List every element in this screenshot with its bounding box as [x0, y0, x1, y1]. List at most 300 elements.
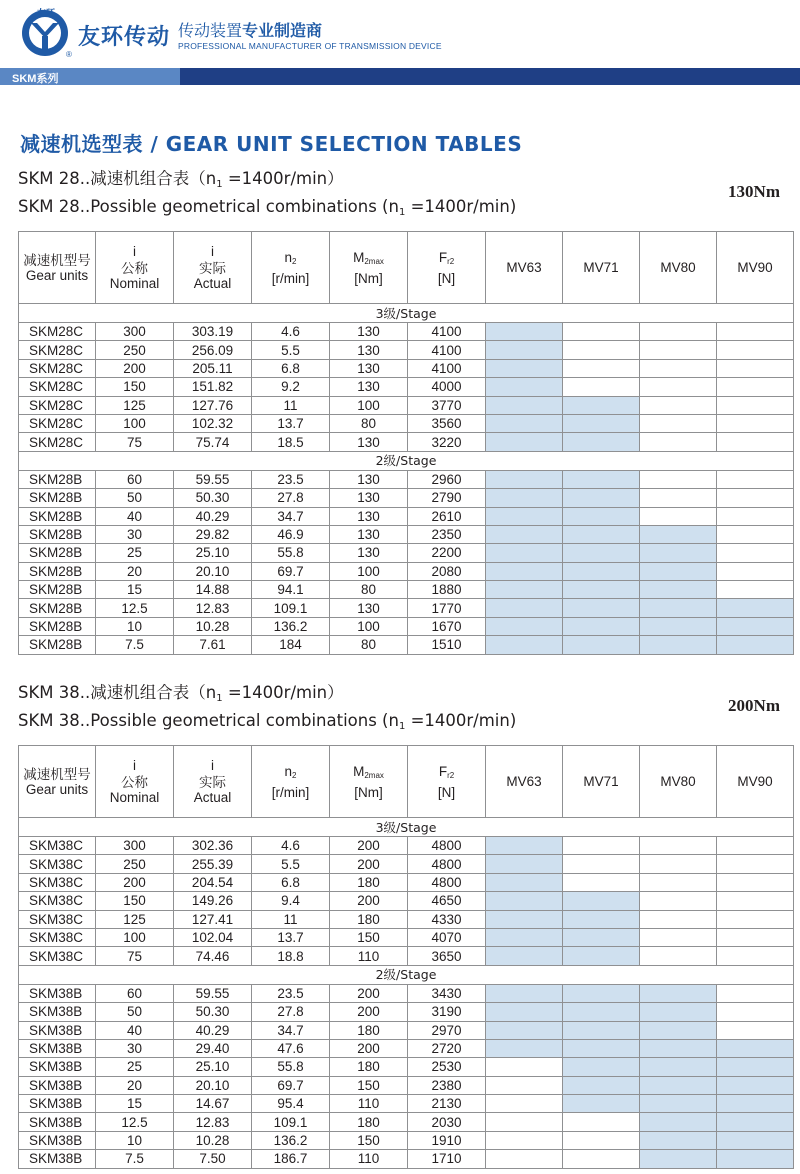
col-symbol: i — [211, 244, 214, 259]
cell-motor-available — [640, 1076, 717, 1094]
cell-m2max: 150 — [330, 1076, 408, 1094]
table-title — [18, 168, 516, 224]
cell-motor-available — [486, 544, 563, 562]
stage-label: 3级/Stage — [19, 304, 794, 323]
table-row — [19, 855, 794, 873]
cell-n2: 6.8 — [252, 359, 330, 377]
cell-model: SKM38C — [19, 873, 96, 891]
table-row — [19, 1113, 794, 1131]
cell-fr2: 4650 — [408, 892, 486, 910]
series-label: SKM系列 — [12, 73, 59, 85]
cell-motor-empty — [717, 525, 794, 543]
cell-model: SKM38C — [19, 947, 96, 965]
col-header-i-nominal — [96, 232, 174, 304]
table-row — [19, 892, 794, 910]
cell-model: SKM38C — [19, 837, 96, 855]
table-row — [19, 1003, 794, 1021]
col-header-cn: 减速机型号 — [23, 766, 91, 782]
col-unit: [N] — [437, 784, 456, 800]
cell-m2max: 180 — [330, 1113, 408, 1131]
cell-model: SKM38B — [19, 1003, 96, 1021]
cell-model: SKM28C — [19, 359, 96, 377]
col-header-i-actual — [174, 746, 252, 818]
cell-motor-available — [640, 1150, 717, 1168]
cell-model: SKM38B — [19, 1113, 96, 1131]
cell-motor-empty — [563, 873, 640, 891]
col-header-en: Actual — [193, 276, 232, 291]
cell-motor-empty — [717, 855, 794, 873]
cell-motor-empty — [563, 1113, 640, 1131]
cell-i-actual: 14.88 — [174, 581, 252, 599]
cell-m2max: 180 — [330, 1021, 408, 1039]
cell-motor-available — [486, 1039, 563, 1057]
cell-motor-available — [640, 1039, 717, 1057]
cell-motor-available — [640, 562, 717, 580]
cell-motor-available — [563, 525, 640, 543]
cell-i-actual: 10.28 — [174, 617, 252, 635]
col-header-motor-3: MV80 — [640, 232, 717, 304]
table-header-row — [19, 232, 794, 304]
cell-m2max: 200 — [330, 1039, 408, 1057]
cell-motor-available — [486, 873, 563, 891]
cell-model: SKM38B — [19, 1058, 96, 1076]
cell-motor-available — [563, 544, 640, 562]
cell-fr2: 1880 — [408, 581, 486, 599]
cell-i-nominal: 250 — [96, 341, 174, 359]
col-header-i-actual — [174, 232, 252, 304]
col-header-motor-2: MV71 — [563, 232, 640, 304]
table-row — [19, 507, 794, 525]
col-header-gear-units — [19, 232, 96, 304]
cell-model: SKM38C — [19, 928, 96, 946]
stage-row — [19, 304, 794, 323]
cell-motor-available — [717, 617, 794, 635]
cell-model: SKM38B — [19, 984, 96, 1002]
cell-motor-empty — [717, 414, 794, 432]
cell-motor-empty — [717, 910, 794, 928]
cell-n2: 5.5 — [252, 855, 330, 873]
cell-motor-empty — [717, 470, 794, 488]
cell-fr2: 1670 — [408, 617, 486, 635]
stage-row — [19, 451, 794, 470]
stage-label: 2级/Stage — [19, 451, 794, 470]
cell-m2max: 200 — [330, 837, 408, 855]
cell-fr2: 4800 — [408, 873, 486, 891]
cell-i-actual: 20.10 — [174, 1076, 252, 1094]
table-row — [19, 396, 794, 414]
cell-m2max: 180 — [330, 873, 408, 891]
cell-i-nominal: 150 — [96, 892, 174, 910]
cell-motor-empty — [717, 837, 794, 855]
cell-i-actual: 59.55 — [174, 984, 252, 1002]
cell-motor-empty — [717, 928, 794, 946]
registered-mark: ® — [66, 50, 72, 59]
cell-motor-empty — [486, 1131, 563, 1149]
cell-fr2: 2790 — [408, 489, 486, 507]
cell-motor-available — [563, 562, 640, 580]
cell-model: SKM38C — [19, 855, 96, 873]
cell-i-actual: 29.82 — [174, 525, 252, 543]
cell-m2max: 130 — [330, 544, 408, 562]
cell-motor-empty — [640, 928, 717, 946]
cell-motor-available — [563, 617, 640, 635]
cell-motor-available — [717, 1058, 794, 1076]
cell-i-actual: 14.67 — [174, 1095, 252, 1113]
col-header-cn: 公称 — [121, 261, 148, 276]
cell-motor-available — [640, 544, 717, 562]
cell-model: SKM38B — [19, 1131, 96, 1149]
cell-motor-empty — [717, 396, 794, 414]
table-row — [19, 562, 794, 580]
cell-m2max: 110 — [330, 1095, 408, 1113]
cell-motor-empty — [640, 433, 717, 451]
cell-i-nominal: 20 — [96, 1076, 174, 1094]
cell-motor-available — [486, 947, 563, 965]
cell-motor-available — [563, 1058, 640, 1076]
cell-m2max: 100 — [330, 396, 408, 414]
col-symbol: i — [133, 244, 136, 259]
cell-motor-available — [563, 414, 640, 432]
cell-fr2: 2720 — [408, 1039, 486, 1057]
cell-i-nominal: 50 — [96, 1003, 174, 1021]
cell-i-actual: 25.10 — [174, 1058, 252, 1076]
cell-model: SKM38B — [19, 1021, 96, 1039]
cell-i-actual: 40.29 — [174, 507, 252, 525]
cell-n2: 9.2 — [252, 378, 330, 396]
torque-rating: 130Nm — [728, 182, 780, 201]
cell-motor-available — [486, 341, 563, 359]
stage-row — [19, 818, 794, 837]
cell-n2: 4.6 — [252, 323, 330, 341]
cell-n2: 55.8 — [252, 544, 330, 562]
cell-n2: 109.1 — [252, 1113, 330, 1131]
cell-model: SKM38B — [19, 1150, 96, 1168]
cell-i-nominal: 300 — [96, 837, 174, 855]
cell-i-nominal: 125 — [96, 396, 174, 414]
cell-motor-available — [717, 1039, 794, 1057]
cell-motor-available — [486, 599, 563, 617]
col-header-n2 — [252, 746, 330, 818]
col-header-motor-3: MV80 — [640, 746, 717, 818]
cell-motor-available — [717, 1095, 794, 1113]
cell-m2max: 200 — [330, 892, 408, 910]
cell-motor-empty — [640, 910, 717, 928]
col-header-motor-2: MV71 — [563, 746, 640, 818]
cell-fr2: 4070 — [408, 928, 486, 946]
cell-motor-available — [486, 470, 563, 488]
cell-motor-empty — [717, 892, 794, 910]
cell-n2: 27.8 — [252, 1003, 330, 1021]
cell-motor-available — [717, 599, 794, 617]
cell-motor-available — [640, 1003, 717, 1021]
cell-m2max: 180 — [330, 910, 408, 928]
cell-i-nominal: 100 — [96, 928, 174, 946]
col-unit: [Nm] — [354, 270, 383, 286]
cell-i-actual: 256.09 — [174, 341, 252, 359]
col-symbol: $M_{2max}$ — [353, 249, 384, 266]
table-row — [19, 599, 794, 617]
cell-fr2: 4100 — [408, 359, 486, 377]
table-row — [19, 1131, 794, 1149]
cell-motor-empty — [640, 396, 717, 414]
cell-motor-available — [563, 489, 640, 507]
cell-m2max: 130 — [330, 507, 408, 525]
cell-i-actual: 40.29 — [174, 1021, 252, 1039]
cell-motor-available — [640, 617, 717, 635]
cell-m2max: 200 — [330, 855, 408, 873]
cell-fr2: 4800 — [408, 855, 486, 873]
cell-motor-empty — [640, 359, 717, 377]
cell-i-nominal: 40 — [96, 1021, 174, 1039]
cell-motor-empty — [640, 947, 717, 965]
col-unit: [N] — [437, 270, 456, 286]
cell-n2: 13.7 — [252, 414, 330, 432]
cell-i-nominal: 30 — [96, 525, 174, 543]
slogan-cn: 传动装置专业制造商 — [178, 21, 323, 40]
col-symbol: i — [133, 758, 136, 773]
cell-motor-available — [563, 1095, 640, 1113]
col-header-gear-units — [19, 746, 96, 818]
selection-table — [18, 745, 794, 1169]
cell-motor-empty — [717, 873, 794, 891]
cell-model: SKM28B — [19, 470, 96, 488]
cell-motor-available — [486, 581, 563, 599]
cell-motor-available — [486, 837, 563, 855]
cell-n2: 13.7 — [252, 928, 330, 946]
cell-motor-empty — [717, 1003, 794, 1021]
cell-motor-empty — [640, 892, 717, 910]
cell-i-actual: 302.36 — [174, 837, 252, 855]
cell-motor-available — [717, 1113, 794, 1131]
cell-m2max: 130 — [330, 525, 408, 543]
col-unit: [Nm] — [354, 784, 383, 800]
cell-i-nominal: 200 — [96, 873, 174, 891]
col-header-en: Gear units — [25, 781, 89, 797]
cell-motor-available — [486, 433, 563, 451]
cell-model: SKM38B — [19, 1095, 96, 1113]
cell-motor-available — [563, 599, 640, 617]
cell-i-nominal: 25 — [96, 544, 174, 562]
cell-model: SKM28B — [19, 636, 96, 654]
col-symbol: $M_{2max}$ — [353, 763, 384, 780]
cell-n2: 34.7 — [252, 1021, 330, 1039]
cell-n2: 18.5 — [252, 433, 330, 451]
cell-model: SKM38B — [19, 1076, 96, 1094]
cell-motor-empty — [563, 341, 640, 359]
cell-i-nominal: 50 — [96, 489, 174, 507]
cell-motor-empty — [486, 1076, 563, 1094]
cell-m2max: 80 — [330, 414, 408, 432]
cell-fr2: 1910 — [408, 1131, 486, 1149]
cell-motor-empty — [563, 837, 640, 855]
cell-fr2: 2350 — [408, 525, 486, 543]
cell-model: SKM28C — [19, 396, 96, 414]
table-row — [19, 617, 794, 635]
cell-motor-empty — [563, 1131, 640, 1149]
cell-model: SKM28C — [19, 323, 96, 341]
cell-i-nominal: 300 — [96, 323, 174, 341]
cell-motor-available — [486, 892, 563, 910]
cell-n2: 69.7 — [252, 562, 330, 580]
table-row — [19, 947, 794, 965]
page-header — [0, 0, 800, 88]
cell-n2: 55.8 — [252, 1058, 330, 1076]
cell-model: SKM28C — [19, 414, 96, 432]
cell-motor-available — [717, 1131, 794, 1149]
cell-motor-empty — [640, 341, 717, 359]
cell-i-actual: 255.39 — [174, 855, 252, 873]
cell-motor-available — [486, 414, 563, 432]
cell-motor-empty — [717, 378, 794, 396]
cell-motor-available — [563, 433, 640, 451]
cell-motor-empty — [717, 359, 794, 377]
cell-m2max: 130 — [330, 433, 408, 451]
cell-i-nominal: 10 — [96, 1131, 174, 1149]
cell-motor-available — [563, 984, 640, 1002]
cell-fr2: 3430 — [408, 984, 486, 1002]
col-header-motor-4: MV90 — [717, 232, 794, 304]
cell-m2max: 100 — [330, 617, 408, 635]
cell-motor-empty — [486, 1095, 563, 1113]
cell-n2: 46.9 — [252, 525, 330, 543]
cell-n2: 6.8 — [252, 873, 330, 891]
cell-motor-available — [486, 855, 563, 873]
cell-fr2: 2130 — [408, 1095, 486, 1113]
col-header-fr2 — [408, 746, 486, 818]
cell-motor-available — [563, 507, 640, 525]
stage-label: 3级/Stage — [19, 818, 794, 837]
cell-motor-available — [486, 1003, 563, 1021]
col-header-cn: 实际 — [199, 775, 226, 790]
cell-fr2: 2200 — [408, 544, 486, 562]
cell-fr2: 2530 — [408, 1058, 486, 1076]
col-header-motor-4: MV90 — [717, 746, 794, 818]
cell-fr2: 4000 — [408, 378, 486, 396]
cell-motor-available — [563, 892, 640, 910]
col-header-m2max — [330, 746, 408, 818]
cell-motor-empty — [717, 947, 794, 965]
cell-i-nominal: 75 — [96, 433, 174, 451]
cell-motor-available — [486, 928, 563, 946]
table-title-cn: SKM 38..减速机组合表$(n_1 =1400r/\min)$ — [18, 683, 344, 704]
cell-i-nominal: 75 — [96, 947, 174, 965]
cell-motor-available — [563, 928, 640, 946]
cell-m2max: 80 — [330, 636, 408, 654]
table-header-row — [19, 746, 794, 818]
cell-n2: 4.6 — [252, 837, 330, 855]
cell-model: SKM28B — [19, 507, 96, 525]
cell-motor-empty — [717, 433, 794, 451]
cell-motor-empty — [640, 507, 717, 525]
cell-i-nominal: 10 — [96, 617, 174, 635]
cell-i-actual: 50.30 — [174, 489, 252, 507]
col-symbol: i — [211, 758, 214, 773]
cell-motor-empty — [640, 378, 717, 396]
cell-motor-available — [563, 910, 640, 928]
table-row — [19, 1039, 794, 1057]
cell-model: SKM38B — [19, 1039, 96, 1057]
cell-i-actual: 12.83 — [174, 1113, 252, 1131]
col-header-en: Actual — [193, 790, 232, 805]
cell-i-actual: 149.26 — [174, 892, 252, 910]
cell-motor-empty — [717, 489, 794, 507]
cell-n2: 95.4 — [252, 1095, 330, 1113]
col-header-cn: 公称 — [121, 775, 148, 790]
col-unit: [r/min] — [271, 270, 310, 286]
cell-motor-available — [640, 1095, 717, 1113]
table-title — [18, 682, 516, 738]
table-title-en: SKM 28..Possible geometrical combinations $(n_1 =1400r/\min)$ — [18, 197, 517, 218]
cell-i-nominal: 20 — [96, 562, 174, 580]
cell-motor-available — [563, 636, 640, 654]
col-header-m2max — [330, 232, 408, 304]
cell-fr2: 1510 — [408, 636, 486, 654]
cell-model: SKM28C — [19, 433, 96, 451]
table-row — [19, 1021, 794, 1039]
cell-m2max: 150 — [330, 1131, 408, 1149]
cell-i-actual: 29.40 — [174, 1039, 252, 1057]
cell-n2: 5.5 — [252, 341, 330, 359]
cell-n2: 23.5 — [252, 470, 330, 488]
cell-n2: 109.1 — [252, 599, 330, 617]
cell-i-nominal: 60 — [96, 470, 174, 488]
table-row — [19, 984, 794, 1002]
cell-motor-empty — [640, 470, 717, 488]
cell-i-nominal: 12.5 — [96, 1113, 174, 1131]
cell-i-nominal: 25 — [96, 1058, 174, 1076]
cell-i-nominal: 30 — [96, 1039, 174, 1057]
torque-rating: 200Nm — [728, 696, 780, 715]
cell-fr2: 2610 — [408, 507, 486, 525]
cell-n2: 184 — [252, 636, 330, 654]
cell-i-nominal: 40 — [96, 507, 174, 525]
cell-motor-available — [640, 636, 717, 654]
cell-motor-available — [717, 636, 794, 654]
cell-n2: 69.7 — [252, 1076, 330, 1094]
section-title: 减速机选型表 / GEAR UNIT SELECTION TABLES — [20, 132, 523, 156]
cell-motor-empty — [486, 1113, 563, 1131]
cell-motor-empty — [486, 1150, 563, 1168]
cell-m2max: 130 — [330, 489, 408, 507]
col-header-cn: 实际 — [199, 261, 226, 276]
cell-n2: 11 — [252, 396, 330, 414]
table-row — [19, 414, 794, 432]
cell-motor-available — [486, 910, 563, 928]
header-bar — [180, 68, 800, 85]
cell-model: SKM28B — [19, 562, 96, 580]
cell-model: SKM38C — [19, 910, 96, 928]
cell-motor-empty — [563, 855, 640, 873]
cell-i-nominal: 7.5 — [96, 1150, 174, 1168]
col-header-en: Nominal — [109, 276, 160, 291]
cell-motor-empty — [717, 507, 794, 525]
cell-motor-available — [640, 599, 717, 617]
cell-i-actual: 25.10 — [174, 544, 252, 562]
cell-m2max: 130 — [330, 359, 408, 377]
cell-motor-available — [640, 581, 717, 599]
cell-m2max: 200 — [330, 1003, 408, 1021]
cell-motor-empty — [563, 1150, 640, 1168]
table-row — [19, 470, 794, 488]
cell-motor-available — [486, 507, 563, 525]
cell-i-actual: 75.74 — [174, 433, 252, 451]
cell-model: SKM28C — [19, 378, 96, 396]
cell-motor-available — [486, 984, 563, 1002]
col-header-en: Gear units — [25, 267, 89, 283]
table-row — [19, 544, 794, 562]
cell-i-actual: 7.61 — [174, 636, 252, 654]
cell-fr2: 1710 — [408, 1150, 486, 1168]
